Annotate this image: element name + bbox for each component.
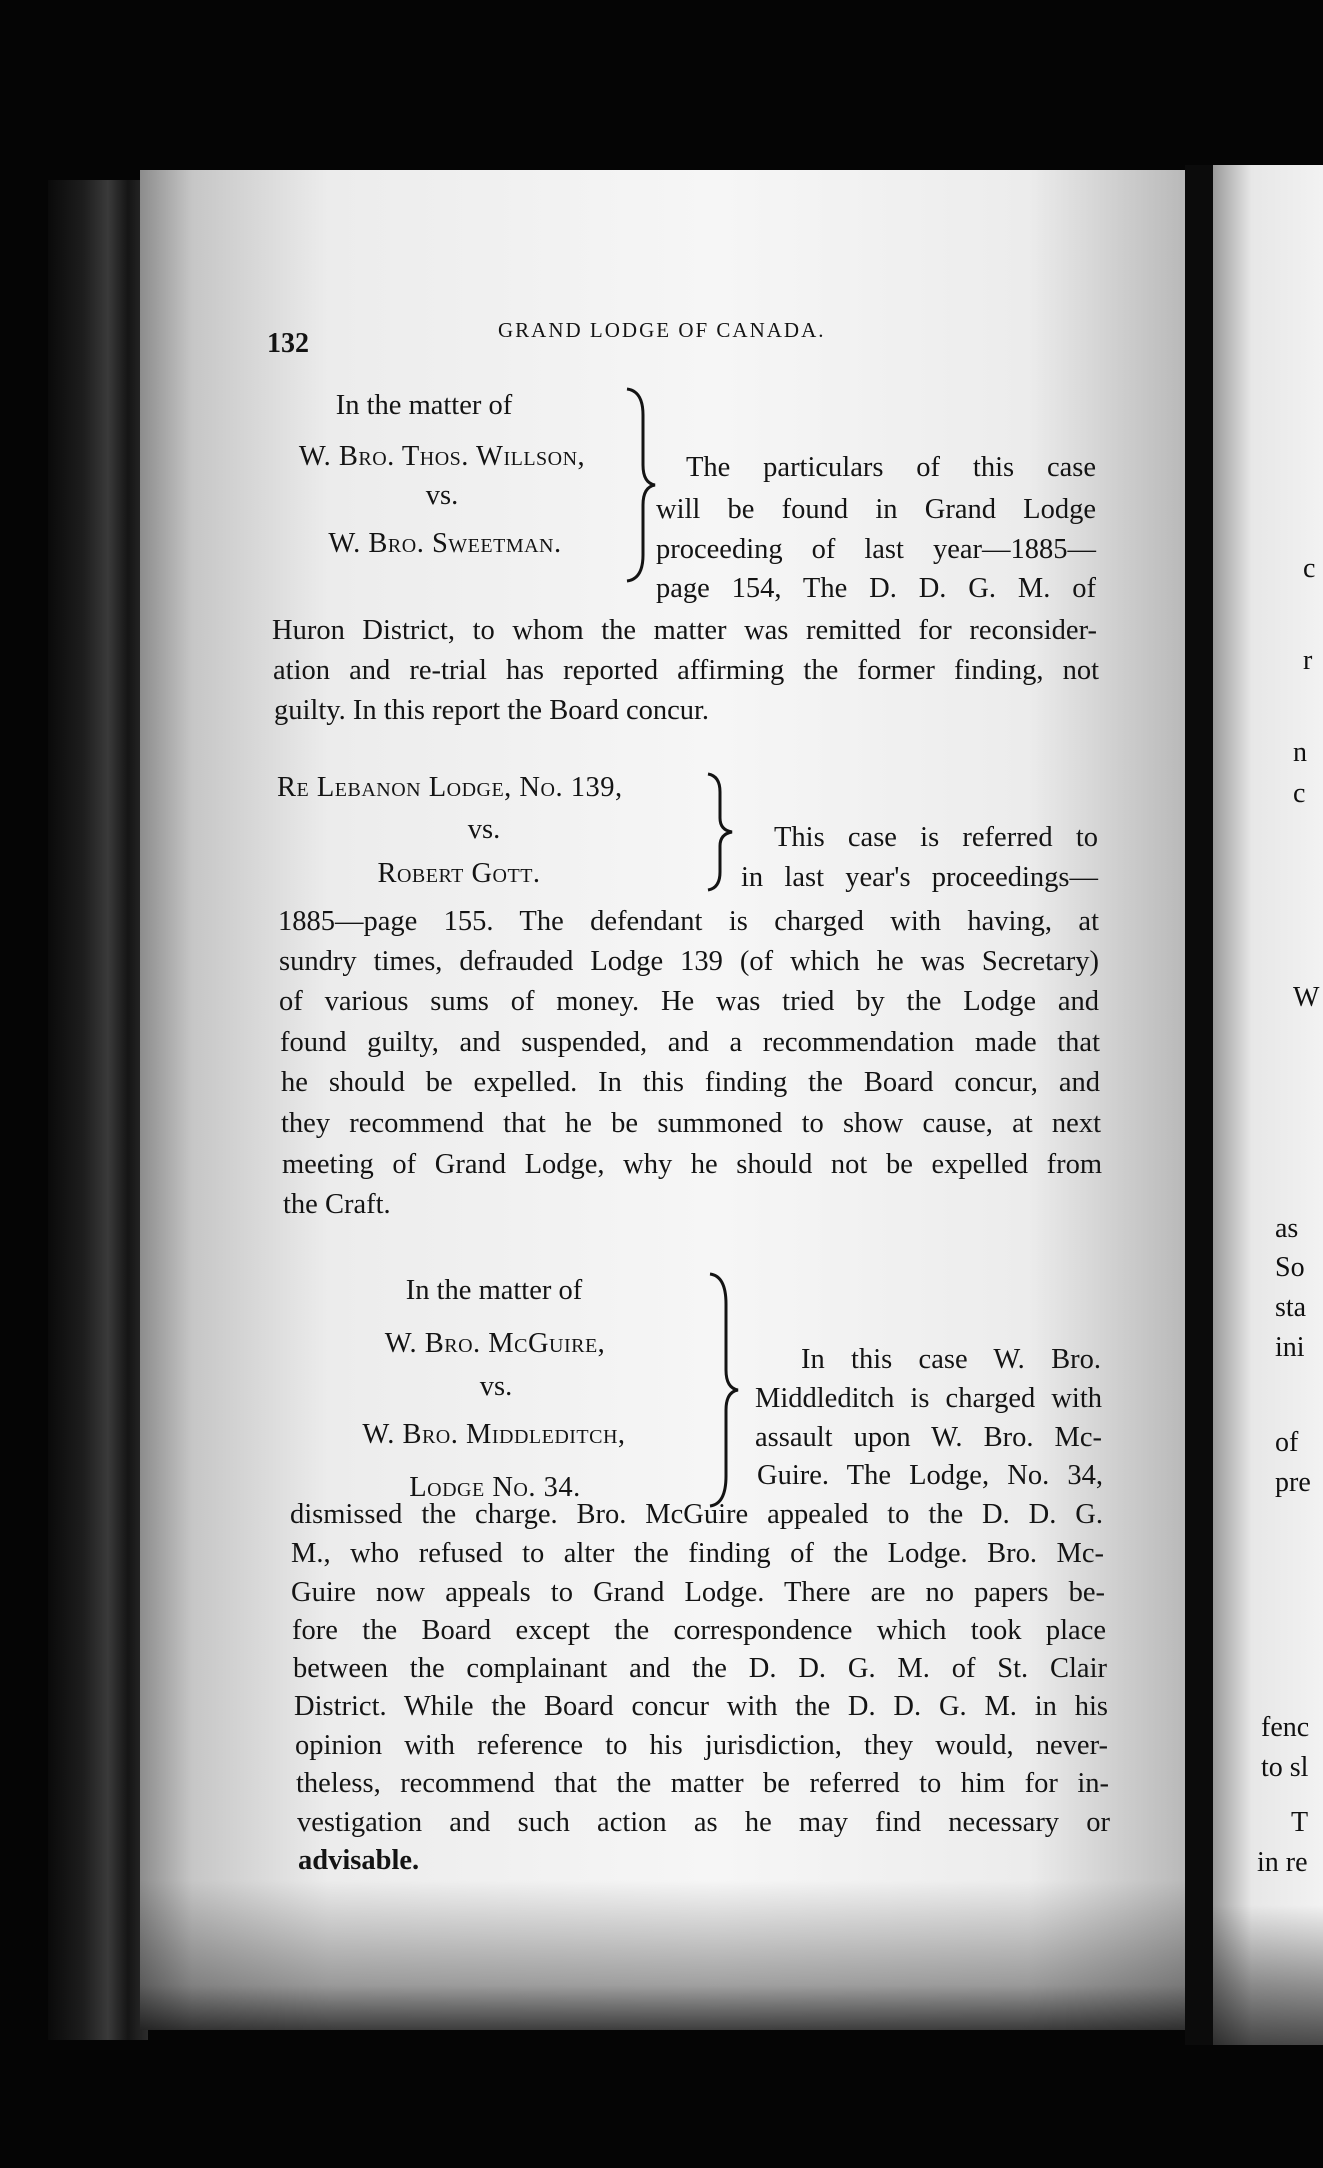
facing-page-edge <box>1213 165 1323 2045</box>
case3-side-line: assault upon W. Bro. Mc- <box>755 1422 1102 1453</box>
case2-side-line: This case is referred to <box>774 822 1098 853</box>
case2-body-line: of various sums of money. He was tried by the Lodge and <box>279 986 1099 1017</box>
case3-body-line: Guire now appeals to Grand Lodge. There are no papers be- <box>291 1577 1105 1608</box>
case3-body-line: fore the Board except the correspondence which took place <box>292 1615 1106 1646</box>
facing-page-fragment: c <box>1303 553 1316 584</box>
case1-caption-line: W. Bro. Sweetman. <box>328 528 562 559</box>
facing-page-fragment: n <box>1293 737 1307 768</box>
case3-caption-line: W. Bro. McGuire, <box>384 1328 606 1359</box>
case2-body-line: sundry times, defrauded Lodge 139 (of which he was Secretary) <box>279 946 1099 977</box>
case3-caption-line: W. Bro. Middleditch, <box>362 1419 626 1450</box>
case2-caption-line: Robert Gott. <box>377 858 541 889</box>
case1-body-line: guilty. In this report the Board concur. <box>274 695 710 726</box>
case1-caption-line: W. Bro. Thos. Willson, <box>298 441 586 472</box>
case3-body-line: M., who refused to alter the finding of the Lodge. Bro. Mc- <box>291 1538 1104 1569</box>
case2-body-line: he should be expelled. In this finding the Board concur, and <box>281 1067 1100 1098</box>
case3-side-line: In this case W. Bro. <box>801 1344 1101 1375</box>
facing-page-fragment: to sl <box>1261 1752 1309 1783</box>
facing-page-fragment: ini <box>1275 1332 1305 1363</box>
book-binding-edge <box>48 180 148 2040</box>
facing-page-fragment: So <box>1275 1252 1305 1283</box>
case3-body-line: theless, recommend that the matter be referred to him for in- <box>296 1768 1109 1799</box>
case2-body-line: they recommend that he be summoned to show cause, at next <box>281 1108 1101 1139</box>
case1-caption-line: In the matter of <box>335 390 513 421</box>
case2-caption-line: Re Lebanon Lodge, No. 139, <box>277 772 623 803</box>
case3-body-line: District. While the Board concur with the D. D. G. M. in his <box>294 1691 1108 1722</box>
facing-page-fragment: fenc <box>1261 1712 1310 1743</box>
book-page <box>140 170 1185 2030</box>
case3-caption-line: In the matter of <box>405 1275 583 1306</box>
case1-body-line: ation and re-trial has reported affirming the former finding, not <box>273 655 1099 686</box>
case3-body-line: advisable. <box>298 1845 420 1876</box>
running-title: GRAND LODGE OF CANADA. <box>498 318 826 342</box>
case3-side-line: Middleditch is charged with <box>755 1383 1102 1414</box>
case3-side-line: Guire. The Lodge, No. 34, <box>757 1460 1103 1491</box>
case1-caption-line: vs. <box>425 480 459 511</box>
case1-side-line: The particulars of this case <box>686 452 1096 483</box>
case3-body-line: opinion with reference to his jurisdiction, they would, never- <box>295 1730 1108 1761</box>
case1-side-line: proceeding of last year—1885— <box>656 534 1096 565</box>
case2-side-line: in last year's proceedings— <box>741 862 1098 893</box>
case1-side-line: page 154, The D. D. G. M. of <box>656 573 1096 604</box>
facing-page-fragment: as <box>1275 1213 1299 1244</box>
facing-page-fragment: r <box>1303 645 1313 676</box>
case3-caption-line: vs. <box>479 1371 513 1402</box>
facing-page-fragment: in re <box>1257 1847 1308 1878</box>
case2-brace <box>704 770 736 894</box>
case1-brace <box>623 385 659 585</box>
facing-page-fragment: W <box>1293 982 1320 1013</box>
facing-page-fragment: c <box>1293 778 1306 809</box>
facing-page-fragment: T <box>1291 1807 1309 1838</box>
case3-brace <box>706 1270 742 1510</box>
facing-page-fragment: sta <box>1275 1292 1307 1323</box>
page-number: 132 <box>267 328 309 359</box>
case3-body-line: between the complainant and the D. D. G. M. of St. Clair <box>293 1653 1107 1684</box>
case2-body-line: meeting of Grand Lodge, why he should not be expelled from <box>282 1149 1102 1180</box>
case2-body-line: 1885—page 155. The defendant is charged with having, at <box>278 906 1099 937</box>
case3-caption-line: Lodge No. 34. <box>409 1472 581 1503</box>
case1-body-line: Huron District, to whom the matter was remitted for reconsider- <box>272 615 1097 646</box>
case2-body-line: found guilty, and suspended, and a recommendation made that <box>280 1027 1100 1058</box>
case1-side-line: will be found in Grand Lodge <box>656 494 1096 525</box>
case3-body-line: dismissed the charge. Bro. McGuire appealed to the D. D. G. <box>290 1499 1103 1530</box>
case2-caption-line: vs. <box>467 814 501 845</box>
facing-page-fragment: of <box>1275 1427 1299 1458</box>
page-gutter <box>1185 165 1213 2045</box>
case3-body-line: vestigation and such action as he may find necessary or <box>297 1807 1110 1838</box>
facing-page-fragment: pre <box>1275 1467 1311 1498</box>
case2-body-line: the Craft. <box>283 1189 391 1220</box>
